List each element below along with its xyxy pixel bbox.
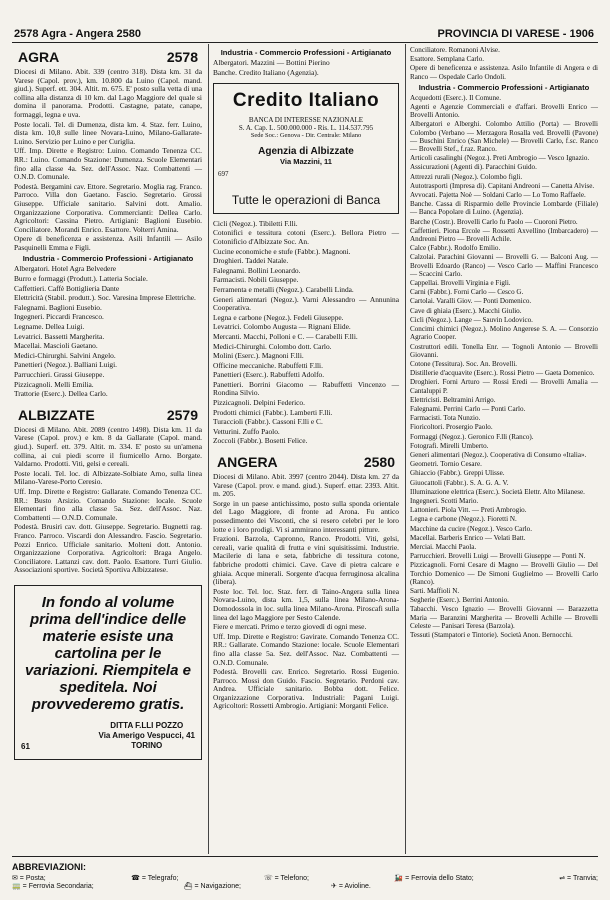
list-item: Trattorie (Eserc.). Dellea Carlo. — [14, 389, 108, 399]
page-header — [0, 0, 610, 40]
bank-address: Via Mazzini, 11 — [280, 157, 332, 167]
list-item: Levatrici. Bassetti Margherita. — [14, 331, 105, 341]
paragraph: Fiere e mercati. Primo e terzo giovedì di ogni mese. — [213, 622, 367, 632]
list-item: Cotone (Tessitura). Soc. An. Brovelli. — [410, 359, 518, 368]
column-divider-1 — [208, 44, 209, 854]
list-item: Giuocattoli (Fabbr.). S. A. G. A. V. — [410, 478, 509, 487]
list-item: Macchine da cucire (Negoz.). Vesco Carlo. — [410, 524, 532, 533]
list-item: Lattonieri. Piola Vitt. — Preti Ambrogio. — [410, 506, 527, 515]
list-item: Illuminazione elettrica (Eserc.). Società Elettr. Alto Milanese. — [410, 487, 585, 496]
header-right: PROVINCIA DI VARESE - 1906 — [437, 28, 594, 40]
list-item: Calce (Fabbr.). Rodolfo Emilio. — [410, 244, 501, 253]
list-item: Legna e carbone (Negoz.). Fioretti N. — [410, 515, 517, 524]
list-item: Panettieri (Negoz.). Balliani Luigi. — [14, 360, 118, 370]
list-item: Falegnami. Perrini Carlo — Ponti Carlo. — [410, 404, 526, 413]
list-item: Medici-Chirurghi. Colombo dott. Carlo. — [213, 341, 332, 351]
paragraph: Uff. Imp. Dirette e Registro: Luino. Comando Tenenza CC. RR.: Luino. Comando Stazione: Dumenza. Scuole Elementari fino alla classe 4a. Sez. dell'Assoc. Naz. Combattenti — O.N.D. Comunale. — [14, 146, 202, 182]
list-item: Albergatori. Hotel Agra Belvedere — [14, 264, 117, 274]
paragraph: Frazioni. Barzola, Capronno, Ranco. Prodotti. Viti, gelsi, cereali, varie qualità di frutta e vini squisitissimi. Industrie. Macilerie di lana e seta, fabbriche di tessitura cotone, fabbriche prodotti chimici. Cave. Cave di pietra calcare e ghiaia. Acque minerali. Sorgente d'acqua ferruginosa alcalina (libera). — [213, 534, 399, 587]
list-item: Articoli casalinghi (Negoz.). Preti Ambrogio — Vesco Ignazio. — [410, 154, 590, 163]
list-item: Tessuti (Stampatori e Tintorie). Società Anon. Bernocchi. — [410, 631, 573, 639]
subheading: Industria - Commercio Professioni - Artigianato — [220, 48, 392, 57]
list-item: Opere di beneficenza e assistenza. Asilo Infantile di Angera e di Ranco — Ospedale Carlo Ondoli. — [410, 64, 598, 81]
list-item: Droghieri. Taddei Natale. — [213, 256, 289, 266]
company-name: DITTA F.LLI POZZO — [110, 720, 184, 730]
ad-text: In fondo al volume prima dell'indice delle materie esiste una cartolina per le variazioni. Riempitela e speditela. Noi provvederemo gratis. — [25, 593, 191, 713]
list-item: Droghieri. Forni Arturo — Rossi Eredi — Brovelli Amalia — Cantaluppi P. — [410, 378, 598, 395]
ad-company — [99, 721, 196, 751]
section-heading-albizzate — [14, 407, 202, 423]
list-item: Cicli (Negoz.). Lange — Sauvin Lodovico. — [410, 315, 533, 324]
list-item: Ferramenta e metalli (Negoz.). Carabelli Linda. — [213, 284, 354, 294]
company-address: Via Amerigo Vespucci, 41 — [98, 730, 195, 740]
bank-sede: Sede Soc.: Genova - Dir. Centrale: Milano — [250, 132, 362, 140]
list-item: Mercanti. Macchi, Polloni e C. — Carabelli F.lli. — [213, 331, 358, 341]
section-number: 2579 — [166, 406, 198, 423]
list-item: Concimi chimici (Negoz.). Molino Angerese S. A. — Consorzio Agrario Cooper. — [410, 325, 598, 342]
paragraph: Podestà. Bergamini cav. Ettore. Segretario. Moglia rag. Franco. Parroco. Villa don Gaetano. Fascio. Segretario. Grossi Giuseppe. Ufficiale sanitario. Salvini dott. Amalio. Organizzazione Corporativa. Commercianti: Dellea Carlo. Agricoltori: Cassina Pietro. Artigiani: Baglioni Eusebio. Conciliatore. Morandi Enrico. Esattore. Volterri Amina. — [14, 181, 202, 234]
bank-agency: Agenzia di Albizzate — [258, 146, 354, 158]
section-heading-agra — [14, 49, 202, 65]
paragraph: Diocesi di Milano. Abit. 339 (centro 318). Dista km. 31 da Varese (Capol. prov.), km. 10.800 da Luino (Capol. mand. giud.). Superf. ett. 304. Altit. m. 675. E' posto sulla vetta di una collina alla distanza di 10 km. dal Lago Maggiore del quale si domina il panorama. Prodotti. Castagne, patate, canape, formaggi, legna e uva. — [14, 67, 202, 119]
bank-capital: S. A. Cap. L. 500.000.000 - Ris. L. 114.537.795 — [238, 124, 374, 133]
bank-ad-number: 697 — [218, 170, 229, 179]
list-item: Medici-Chirurghi. Salvini Angelo. — [14, 350, 116, 360]
list-item: Falegnami. Bollini Leonardo. — [213, 265, 301, 275]
list-item: Panettieri (Eserc.). Rabuffetti Adolfo. — [213, 370, 325, 380]
list-item: Cartolai. Varalli Giov. — Ponti Domenico. — [410, 297, 532, 306]
list-item: Conciliatore. Romanoni Alvise. — [410, 46, 500, 54]
ad-page-number: 61 — [21, 741, 30, 751]
section-title: ANGERA — [217, 454, 278, 471]
paragraph: Poste locali. Tel. di Dumenza, dista km. 4. Staz. ferr. Luino, dista km. 10,8 sulle linee Novara-Luino, Milano-Gallarate-Luino. Servizio per Luino e per Curiglia. — [14, 119, 202, 146]
list-item: Farmacisti. Nobili Giuseppe. — [213, 275, 299, 285]
paragraph: Podestà. Brovelli cav. Enrico. Segretario. Rossi Eugenio. Parroco. Mossi don Guido. Fascio. Segretario. Perdoni cav. Andrea. Ufficiale sanitario. Bobba dott. Felice. Organizzazione Corporativa. Industriali: Pagani Luigi. Agricoltori: Rossetti Ambrogio. Artigiani: Morganti Felice. — [213, 667, 399, 711]
list-item: Cotonifici e tessitura cotoni (Eserc.). Bellora Pietro — Cotonificio d'Albizzate Soc. An. — [213, 228, 399, 246]
list-item: Carni (Fabbr.). Forni Carlo — Cesco G. — [410, 288, 524, 297]
abbreviations-row-2 — [12, 882, 598, 890]
list-item: Legname. Dellea Luigi. — [14, 322, 85, 332]
abbr-ferrovia-stato: 🚂 = Ferrovia dello Stato; — [394, 875, 474, 882]
paragraph: Poste loc. Tel. loc. Staz. ferr. di Taino-Angera sulla linea Novara-Luino, dista km. 1,5, sulla linea Milano-Arona-Domodossola in loc. sulla linea Milano-Arona. Piroscafi sulla linea del lago Maggiore per Sesto Calende. — [213, 586, 399, 622]
bank-advertisement — [213, 83, 399, 214]
list-item: Pizzicagnoli. Melli Emilia. — [14, 379, 94, 389]
list-item: Distillerie d'acquavite (Eserc.). Rossi Pietro — Gaeta Domenico. — [410, 369, 595, 378]
list-item: Barche (Costr.). Brovelli Carlo fu Paolo — Cuoroni Pietro. — [410, 217, 578, 226]
list-item: Caffettieri. Piona Ercole — Rossetti Axvellino (Imbarcadero) — Andreoni Pietro — Brovelli Achile. — [410, 226, 598, 244]
abbreviations-title: ABBREVIAZIONI: — [12, 862, 86, 872]
list-item: Merciai. Macchi Paola. — [410, 542, 477, 551]
list-item: Caffettieri. Caffè Bottiglieria Dante — [14, 283, 120, 293]
list-item: Prodotti chimici (Fabbr.). Lamberti F.lli. — [213, 407, 333, 417]
list-item: Burro e formaggi (Produtt.). Latteria Sociale. — [14, 274, 148, 284]
list-item: Vetturini. Zuffo Paolo. — [213, 426, 280, 436]
section-number: 2580 — [363, 454, 395, 471]
paragraph: Poste locali. Tel. loc. di Albizzate-Solbiate Arno, sulla linea Milano-Varese-Porto Ceresio. — [14, 468, 202, 487]
advertisement-box — [14, 585, 202, 760]
list-item: Formaggi (Negoz.). Geronico F.lli (Ranco). — [410, 432, 534, 441]
list-item: Avvocati. Pajetta Noè — Soldani Carlo — Lo Tomo Raffaele. — [410, 191, 586, 200]
column-2 — [213, 46, 399, 712]
abbr-telefono: ☏ = Telefono; — [263, 875, 309, 882]
list-item: Ingegneri. Piccardi Francesco. — [14, 312, 104, 322]
list-item: Generi alimentari (Negoz.). Varni Alessandro — Annunina Cooperativa. — [213, 294, 399, 313]
header-rule — [12, 42, 598, 43]
list-item: Sarti. Maffioli N. — [410, 586, 460, 595]
section-number: 2578 — [166, 49, 198, 65]
footer-rule — [12, 856, 598, 857]
list-item: Banche. Credito Italiano (Agenzia). — [213, 67, 319, 77]
bank-subtitle: BANCA DI INTERESSE NAZIONALE — [248, 116, 364, 125]
subheading: Industria - Commercio Professioni - Artigianato — [418, 82, 590, 92]
company-city: TORINO — [131, 740, 163, 750]
list-item: Banche. Cassa di Risparmio delle Provincie Lombarde (Filiale) — Banca Popolare di Luino. (Agenzia). — [410, 200, 598, 217]
column-3 — [410, 46, 598, 640]
abbr-telegrafo: ☎ = Telegrafo; — [131, 875, 179, 882]
ad-signature — [21, 721, 195, 751]
list-item: Parrucchieri. Grassi Giuseppe. — [14, 370, 105, 379]
list-item: Acquedotti (Eserc.). Il Comune. — [410, 93, 502, 102]
list-item: Cappellai. Brovelli Virginia e Figli. — [410, 279, 511, 288]
list-item: Autotrasporti (Impresa di). Capitani Andreoni — Canetta Alvise. — [410, 181, 595, 190]
list-item: Legna e carbone (Negoz.). Fedeli Giuseppe. — [213, 312, 344, 322]
list-item: Agenti e Agenzie Commerciali e d'affari. Brovelli Enrico — Brovelli Antonio. — [410, 103, 598, 120]
list-item: Attrezzi rurali (Negoz.). Colombo figli. — [410, 172, 523, 181]
list-item: Segherie (Eserc.). Berrini Antonio. — [410, 596, 509, 605]
list-item: Falegnami. Baglioni Eusebio. — [14, 302, 102, 312]
column-divider-2 — [405, 44, 406, 854]
list-item: Fotografi. Mirelli Umberto. — [410, 441, 489, 450]
paragraph: Sorge in un paese antichissimo, posto sulla sponda orientale del Lago Maggiore, di fronte ad Arona. Fu antico possedimento dei Visconti, che si resero celebri per le loro lotte e i loro prodigi. Vi si ammirano interessanti pitture. — [213, 498, 399, 534]
list-item: Geometri. Tornio Cesare. — [410, 460, 482, 469]
list-item: Cicli (Negoz.). Tibiletti F.lli. — [213, 218, 298, 228]
list-item: Calzolai. Parachini Giovanni — Brovelli G. — Balconi Aug. — Brovelli Edoardo (Ranco) — Vesco Carlo — Maffini Francesco — Scaccini Carlo. — [410, 253, 598, 278]
list-item: Elettricisti. Beltramini Arrigo. — [410, 395, 496, 404]
abbr-tranvia: ⇌ = Tranvia; — [559, 875, 598, 882]
list-item: Assicurazioni (Agenti di). Paracchini Guido. — [410, 163, 537, 172]
abbreviations-footer — [12, 862, 598, 890]
list-item: Costruttori edili. Tonella Enr. — Tognoli Antonio — Brovelli Giovanni. — [410, 342, 598, 359]
list-item: Albergatori. Mazzini — Bottini Pierino — [213, 58, 330, 67]
paragraph: Podestà. Brusiri cav. dott. Giuseppe. Segretario. Bugnetti rag. Franco. Parroco. Viscardi don Alessandro. Fascio. Segretario. Pozzi Enrico. Ufficiale sanitario. Molteni dott. Antonio. Organizzazione Corporativa. Agricoltori: Braga Angelo. Conciliatore. Lattanzi cav. dott. Paolo. Esattore. Turri Giulio. Associazioni sportive. Società Sportiva Albizzatese. — [14, 522, 202, 575]
list-item: Esattore. Semplana Carlo. — [410, 55, 485, 64]
list-item: Elettricità (Stabil. produtt.). Soc. Varesina Imprese Elettriche. — [14, 293, 196, 303]
list-item: Pizzicagnoli. Forni Cesare di Magno — Brovelli Giulio — Del Torchio Domenico — De Simoni Guglielmo — Brovelli Carlo (Ranco). — [410, 561, 598, 586]
abbr-posta: ✉ = Posta; — [12, 875, 46, 882]
list-item: Cucine economiche e stufe (Fabbr.). Magnoni. — [213, 246, 351, 256]
list-item: Macellai. Barberis Enrico — Velati Batt. — [410, 533, 526, 542]
list-item: Ingegneri. Scotti Mario. — [410, 496, 479, 505]
paragraph: Diocesi di Milano. Abit. 3997 (centro 2044). Dista km. 27 da Varese (Capol. prov. e mand. giud.). Superf. ettar. 2393. Altit. m. 205. — [213, 472, 399, 499]
list-item: Farmacisti. Tota Nunzio. — [410, 414, 481, 423]
abbr-ferrovia-secondaria: 🚃 = Ferrovia Secondaria; — [12, 883, 94, 890]
subheading: Industria - Commercio Professioni - Artigianato — [22, 254, 194, 264]
column-1 — [14, 46, 202, 760]
list-item: Molini (Eserc.). Magnoni F.lli. — [213, 351, 304, 361]
list-item: Generi alimentari (Negoz.). Cooperativa di Consumo «Italia». — [410, 450, 587, 459]
list-item: Turaccioli (Fabbr.). Cassoni F.lli e C. — [213, 417, 323, 427]
list-item: Tabacchi. Vesco Ignazio — Brovelli Giovanni — Barazzetta Maria — Baranzini Margherita — Brovelli Achille — Brovelli Celeste — Panisari Teresa (Barzola). — [410, 605, 598, 630]
list-item: Zoccoli (Fabbr.). Bosetti Felice. — [213, 436, 308, 446]
list-item: Ghiaccio (Fabbr.). Greppi Ulisse. — [410, 469, 505, 478]
list-item: Parrucchieri. Brovelli Luigi — Brovelli Giuseppe — Ponti N. — [410, 552, 586, 561]
abbreviations-row-1 — [12, 874, 598, 882]
list-item: Albergatori e Alberghi. Colombo Attilio (Porta) — Brovelli Colombo (Verbano — Merzagora Rosalla ved. Brovelli (Pavone) — Buschini Enrico (San Michele) — Brovelli Carlo, f.sc. Ranco — Brovelli Stef., f.raz. Ranco. — [410, 120, 598, 154]
paragraph: Opere di beneficenza e assistenza. Asili Infantili — Asilo Pasquinelli Emma e Figli. — [14, 234, 202, 252]
section-title: AGRA — [18, 49, 60, 65]
paragraph: Uff. Imp. Dirette e Registro: Gallarate. Comando Tenenza CC. RR.: Busto Arsizio. Comando Stazione: locale. Scuole Elementari fino alla classe 5a. Sez. dell'Assoc. Naz. Combattenti — O.N.D. Comunale. — [14, 486, 202, 522]
list-item: Pizzicagnoli. Delpini Federico. — [213, 398, 305, 408]
list-item: Macellai. Mascioli Gaetano. — [14, 341, 98, 351]
paragraph: Diocesi di Milano. Abit. 2089 (centro 1498). Dista km. 11 da Varese (Capol. prov.) e km. 8 da Gallarate (Capol. mand. giud.). Superf. ett. 379. Altit. m. 334. E' posto su un'amena collina, ai cui piedi scorre il fiumicello Arno. Borgate. Valdarno. Prodotti. Viti, gelsi e cereali. — [14, 424, 202, 469]
section-heading-angera — [213, 454, 399, 470]
list-item: Officine meccaniche. Rabuffetti F.lli. — [213, 360, 323, 370]
header-left: 2578 Agra - Angera 2580 — [14, 28, 141, 40]
paragraph: Uff. Imp. Dirette e Registro: Gavirate. Comando Tenenza CC. RR.: Gallarate. Comando Stazione: locale. Scuole Elementari fino alla classe 5a. Sez. dell'Assoc. Naz. Combattenti — O.N.D. Comunale. — [213, 631, 399, 667]
bank-tagline: Tutte le operazioni di Banca — [231, 192, 381, 207]
list-item: Fioricoltori. Prosergio Paolo. — [410, 423, 493, 432]
abbr-avioline: ✈ = Avioline. — [331, 883, 371, 890]
abbr-navigazione: ⛴ = Navigazione; — [183, 883, 242, 890]
section-title: ALBIZZATE — [18, 406, 95, 423]
bank-name: Credito Italiano — [232, 90, 380, 112]
list-item: Panettieri. Borrini Giacomo — Rabuffetti Vincenzo — Rondina Silvio. — [213, 379, 399, 398]
list-item: Levatrici. Colombo Augusta — Rignani Elide. — [213, 322, 351, 332]
list-item: Cave di ghiaia (Eserc.). Macchi Giulio. — [410, 306, 522, 315]
